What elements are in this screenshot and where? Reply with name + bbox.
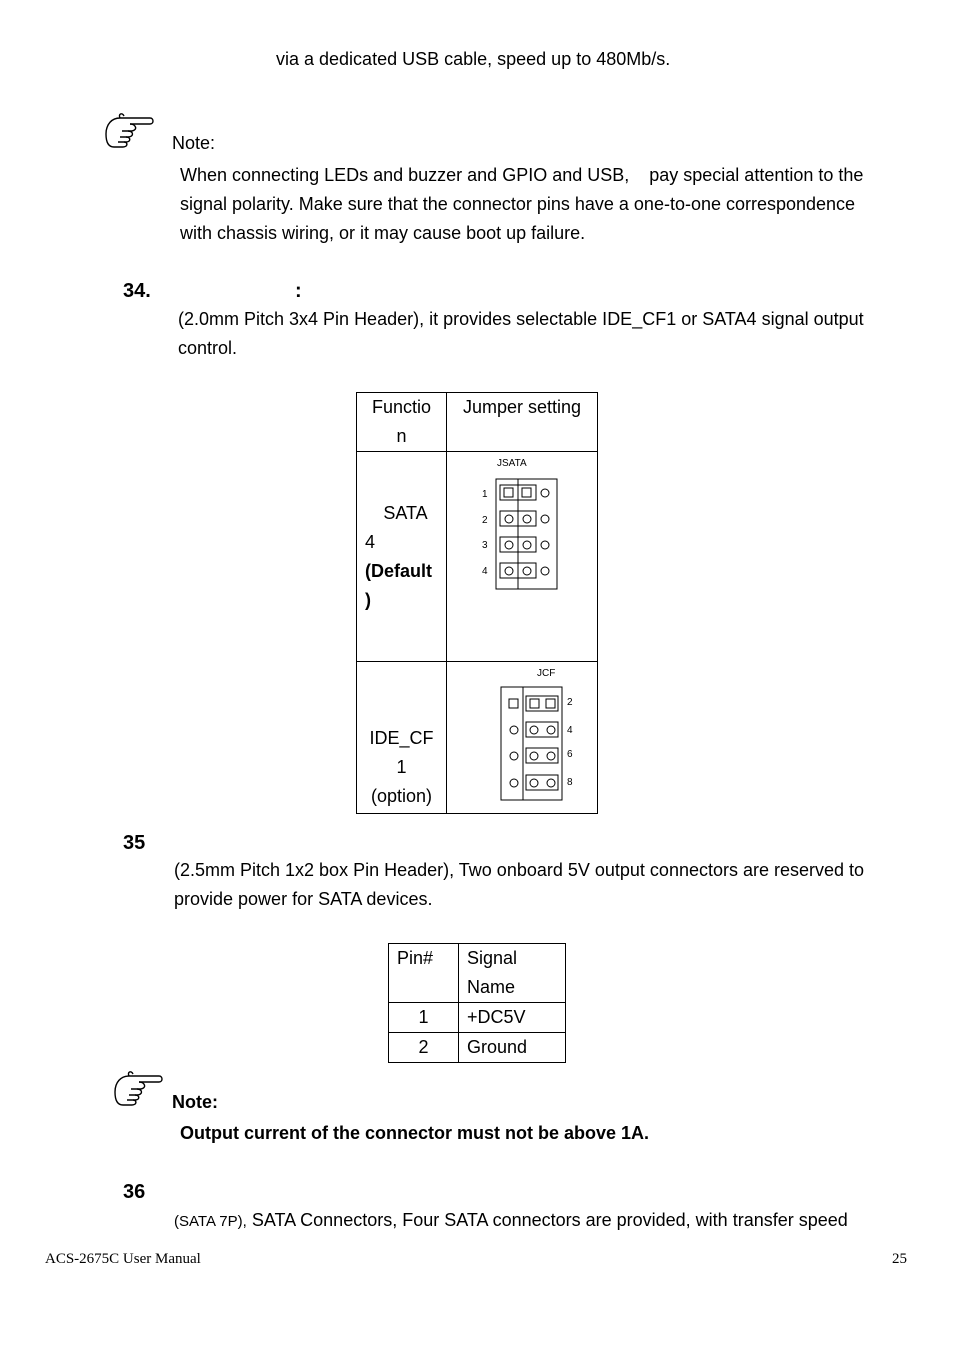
header-line: Signal [467,948,518,968]
pin-label: 8 [567,777,573,788]
pin-cell: 1 [389,1003,459,1033]
jumper-header: Jumper setting [447,393,598,452]
section-36-description [174,1206,848,1236]
description-line: (2.5mm Pitch 1x2 box Pin Header), Two onboard 5V output connectors are reserved to [174,860,865,880]
jcf-jumper-diagram [447,662,597,804]
note-body [180,161,920,248]
pin-label: 6 [567,749,573,760]
sata4-function-cell [357,452,447,662]
function-line: (option) [370,786,433,806]
jcf-diagram-cell [447,662,598,814]
signal-cell: +DC5V [459,1003,566,1033]
pin-label: 2 [567,697,573,708]
pin-label: 4 [482,566,488,577]
description-line: control. [178,338,238,358]
note-line: with chassis wiring, or it may cause boot up failure. [180,223,586,243]
header-line: Functio [371,397,432,417]
pin-label: 2 [482,515,488,526]
function-line: ) [365,589,371,610]
jcf-pin-labels [567,697,573,788]
function-line: IDE_CF [369,728,434,748]
note-line: When connecting LEDs and buzzer and GPIO and USB, pay special attention to the [180,165,864,185]
jumper-table [356,392,598,814]
signal-header [459,944,566,1003]
section-36-text: SATA Connectors, Four SATA connectors are provided, with transfer speed [251,1210,848,1230]
footer-title: ACS-2675C User Manual [45,1251,201,1267]
header-line: n [396,426,407,446]
pointing-hand-icon [102,108,156,157]
note-line: signal polarity. Make sure that the connector pins have a one-to-one correspondence [180,194,856,214]
section-34-description [178,305,864,363]
jsata-jumper-diagram [447,452,597,652]
pin-signal-table [388,943,566,1063]
jcf-title: JCF [537,668,556,679]
pin-label: 1 [482,489,488,500]
function-header [357,393,447,452]
intro-line: via a dedicated USB cable, speed up to 480Mb/s. [276,49,671,69]
function-line: (Default [365,560,432,581]
pin-cell: 2 [389,1033,459,1063]
table-row [389,1003,566,1033]
pin-label: 4 [567,725,573,736]
jsata-title: JSATA [497,458,527,469]
idecf1-function-cell [357,662,447,814]
jsata-diagram-cell [447,452,598,662]
note-label: Note: [172,133,216,153]
pin-header: Pin# [389,944,459,1003]
section-36-prefix: (SATA 7P), [174,1213,247,1230]
jsata-pin-labels [482,489,488,577]
header-line: Name [467,977,516,997]
description-line: (2.0mm Pitch 3x4 Pin Header), it provides selectable IDE_CF1 or SATA4 signal output [178,309,864,329]
pointing-hand-icon [111,1066,165,1115]
function-line: 4 [365,531,376,552]
section-36-number: 36 [123,1181,146,1203]
signal-cell: Ground [459,1033,566,1063]
function-line: SATA [383,502,428,523]
note-text: Output current of the connector must not be above 1A. [180,1123,650,1143]
pin-label: 3 [482,540,488,551]
page-number: 25 [892,1251,907,1267]
description-line: provide power for SATA devices. [174,889,433,909]
section-35-description [174,856,864,914]
table-row [389,1033,566,1063]
section-34-colon: : [295,280,302,302]
function-line: 1 [396,757,407,777]
note-label: Note: [172,1092,218,1112]
section-35-number: 35 [123,832,146,854]
section-34-number: 34. [123,280,151,302]
